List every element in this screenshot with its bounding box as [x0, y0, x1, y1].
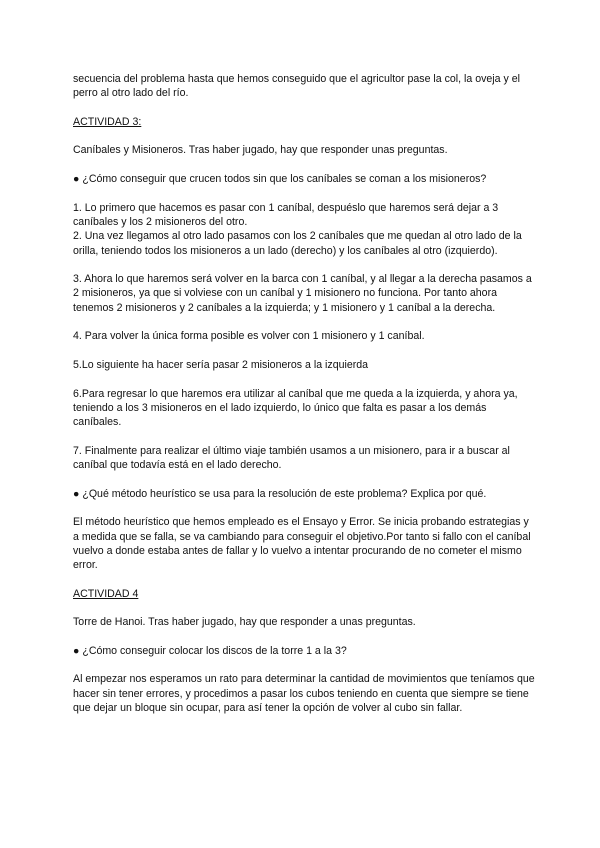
paragraph-hanoi-answer: Al empezar nos esperamos un rato para determinar la cantidad de movimientos que teníamos que hacer sin tener errores, y procedimos a pasar los cubos teniendo en cuenta que siempre se tiene que dejar un bloque sin ocupar, para así tener la opción de volver al cubo sin fallar.	[73, 673, 535, 715]
paragraph-canibales-intro: Caníbales y Misioneros. Tras haber jugado, hay que responder unas preguntas.	[73, 144, 448, 157]
step-6: 6.Para regresar lo que haremos era utilizar al caníbal que me queda a la izquierda, y ahora ya, teniendo a los 3 misioneros en el lado izquierdo, lo único que falta es pasar a los demás caníbales.	[73, 387, 518, 429]
step-3: 3. Ahora lo que haremos será volver en la barca con 1 caníbal, y al llegar a la derecha pasamos a 2 misioneros, ya que si volviese con un caníbal y 1 misionero no funciona. Por tanto ahora tenemos 2 misioneros y 2 caníbales a la izquierda; y 1 misionero y 1 caníbal a la derecha.	[73, 273, 532, 314]
step-1: 1. Lo primero que hacemos es pasar con 1 caníbal, despuéslo que haremos será dejar a 3 caníbales y los 2 misioneros del otro.	[73, 201, 499, 228]
step-7: 7. Finalmente para realizar el último viaje también usamos a un misionero, para ir a buscar al caníbal que todavía está en el lado derecho.	[73, 444, 510, 472]
heading-actividad-3: ACTIVIDAD 3:	[73, 115, 142, 128]
heading-actividad-4: ACTIVIDAD 4	[73, 587, 139, 600]
paragraph-metodo-answer: El método heurístico que hemos empleado es el Ensayo y Error. Se inicia probando estrategias y a medida que se falla, se va cambiando para conseguir el objetivo.Por tanto si fallo con el caníbal vuelvo a donde estaba antes de fallar y lo vuelvo a intentar procurando de no cometer el mismo error.	[73, 516, 531, 572]
question-hanoi: ● ¿Cómo conseguir colocar los discos de la torre 1 a la 3?	[73, 644, 347, 657]
question-cruzar: ● ¿Cómo conseguir que crucen todos sin que los caníbales se coman a los misioneros?	[73, 173, 487, 186]
paragraph-hanoi-intro: Torre de Hanoi. Tras haber jugado, hay que responder a unas preguntas.	[73, 616, 416, 629]
step-4: 4. Para volver la única forma posible es volver con 1 misionero y 1 caníbal.	[73, 330, 425, 343]
question-metodo: ● ¿Qué método heurístico se usa para la resolución de este problema? Explica por qué.	[73, 487, 487, 500]
paragraph-intro: secuencia del problema hasta que hemos conseguido que el agricultor pase la col, la oveja y el perro al otro lado del río.	[73, 73, 520, 100]
step-2: 2. Una vez llegamos al otro lado pasamos con los 2 caníbales que me quedan al otro lado de la orilla, teniendo todos los misioneros a un lado (derecho) y los caníbales al otro (izquierdo).	[73, 230, 522, 257]
step-5: 5.Lo siguiente ha hacer sería pasar 2 misioneros a la izquierda	[73, 358, 369, 371]
document-page	[73, 72, 535, 715]
